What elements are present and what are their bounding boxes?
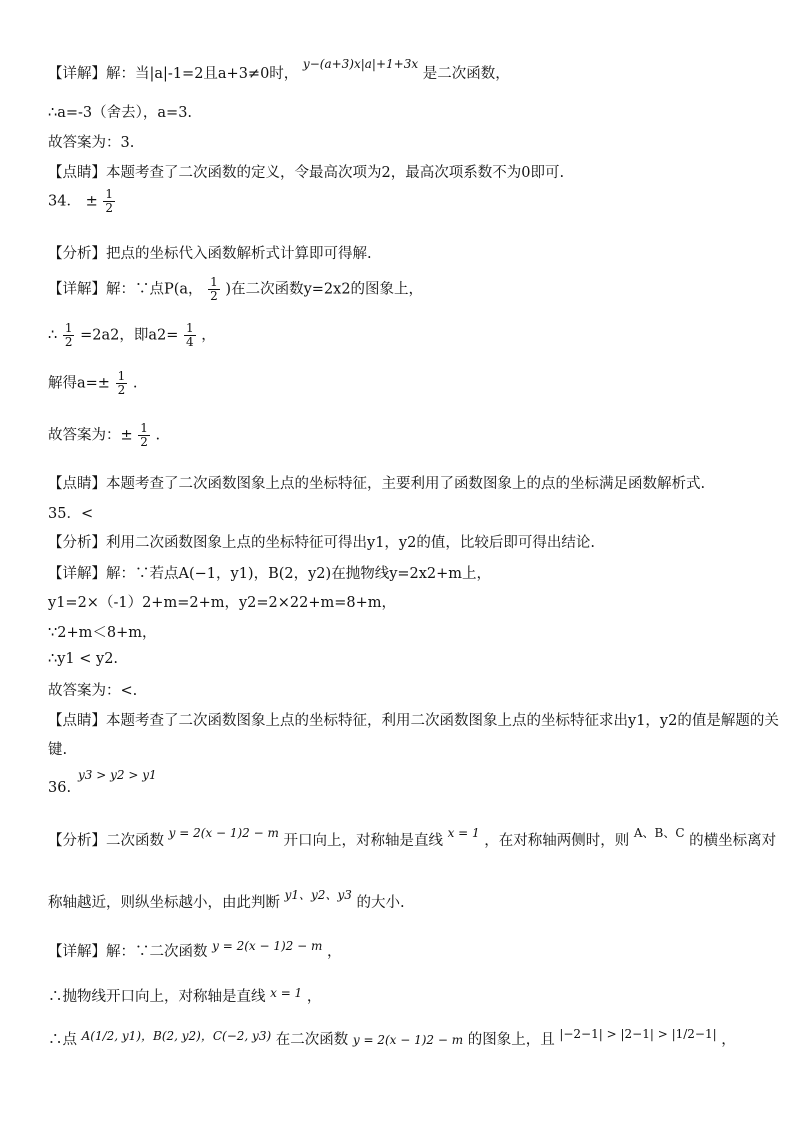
q36-line3-c: 的图象上，且 [467, 1032, 555, 1048]
q33-formula: y−(a+3)x|a|+1+3x [302, 57, 419, 71]
q35-detail: 【详解】解：∵若点A(−1，y1)，B(2，y2)在抛物线y=2x2+m上， [48, 566, 492, 582]
q33-detail-b: 是二次函数， [422, 66, 510, 82]
q36-analysis-line1 [48, 826, 777, 850]
q36-analysis-b: 开口向上，对称轴是直线 [283, 833, 443, 849]
q36-analysis2-c: 的大小. [356, 895, 405, 911]
q34-step-frac2-num: 1 [185, 321, 194, 335]
q36-analysis-points: A、B、C [633, 826, 685, 840]
q33-detail-a: 【详解】解：当|a|-1=2且a+3≠0时， [48, 66, 299, 82]
q36-analysis2-vars: y1、y2、y3 [284, 888, 352, 902]
q33-answer: 故答案为：3. [48, 135, 135, 151]
q35-comment-a: 【点睛】本题考查了二次函数图象上点的坐标特征，利用二次函数图象上点的坐标特征求出y1，y2的值是解题的关 [48, 713, 779, 729]
q34-num: 34． [48, 193, 81, 210]
q35-num: 35．< [48, 506, 94, 522]
q34-step [48, 322, 216, 349]
q36-line3-d: ， [721, 1032, 736, 1048]
q36-analysis-c: ，在对称轴两侧时，则 [484, 833, 630, 849]
q36-line3-inequality: |−2−1| > |2−1| > |1/2−1| [559, 1027, 717, 1041]
q34-header [48, 188, 116, 215]
q36-line3-function: y = 2(x − 1)2 − m [352, 1033, 464, 1047]
q34-step-b: =2a2，即a2= [80, 327, 179, 344]
q34-comment: 【点睛】本题考查了二次函数图象上点的坐标特征，主要利用了函数图象上的点的坐标满足函数解析式. [48, 476, 706, 492]
q34-answer-frac-den: 2 [140, 435, 148, 450]
q36-detail-a: 【详解】解：∵二次函数 [48, 944, 208, 960]
q34-frac-num: 1 [105, 187, 113, 201]
q36-detail-line3 [48, 1028, 736, 1049]
q36-analysis-line2 [48, 888, 405, 912]
q34-step-frac2 [184, 322, 196, 349]
q34-solve-a: 解得a=± [48, 375, 110, 392]
q34-answer-frac-num: 1 [140, 421, 148, 435]
q34-answer [48, 422, 160, 449]
q33-line2: ∴a=-3（舍去），a=3. [48, 105, 193, 121]
q34-detail-frac-num: 1 [210, 275, 218, 289]
q36-line3-points: A(1/2, y1)，B(2, y2)，C(−2, y3) [81, 1029, 272, 1043]
q34-step-frac1-den: 2 [64, 335, 73, 350]
q36-detail-b: ， [326, 944, 342, 960]
q35-result: ∴y1 < y2. [48, 651, 119, 667]
q34-answer-frac [138, 422, 150, 449]
q34-step-c: ， [201, 327, 216, 344]
q36-detail-formula: y = 2(x − 1)2 − m [212, 939, 323, 953]
q35-comment-b: 键. [48, 742, 68, 758]
q34-step-a: ∴ [48, 327, 58, 344]
q34-detail-b: )在二次函数y=2x2的图象上， [225, 281, 424, 298]
q34-analysis: 【分析】把点的坐标代入函数解析式计算即可得解. [48, 246, 372, 262]
q34-detail [48, 276, 423, 303]
q34-solve-frac-den: 2 [117, 383, 126, 398]
q35-analysis: 【分析】利用二次函数图象上点的坐标特征可得出y1，y2的值，比较后即可得出结论. [48, 535, 595, 551]
q36-line3-a: ∴点 [48, 1032, 77, 1048]
q36-analysis-a: 【分析】二次函数 [48, 833, 164, 849]
q34-step-frac1-num: 1 [64, 321, 73, 335]
q36-analysis-formula2: x = 1 [447, 826, 480, 840]
q34-detail-frac [208, 276, 220, 303]
q35-calc: y1=2×（-1）2+m=2+m，y2=2×22+m=8+m， [48, 595, 397, 611]
q34-solve-frac [116, 370, 128, 397]
q34-detail-frac-den: 2 [210, 289, 218, 304]
q34-fraction [103, 188, 115, 215]
q36-line2-a: ∴抛物线开口向上，对称轴是直线 [48, 989, 266, 1005]
q34-detail-a: 【详解】解：∵点P(a， [48, 281, 203, 298]
q34-solve [48, 370, 137, 397]
q34-step-frac1 [63, 322, 75, 349]
q36-analysis-e: 的横坐标离对 [689, 833, 777, 849]
q36-line2-formula: x = 1 [270, 986, 303, 1000]
q36-num: 36. [48, 780, 72, 796]
q34-frac-den: 2 [105, 201, 113, 216]
q34-solve-frac-num: 1 [117, 369, 126, 383]
q33-detail-line [48, 57, 510, 83]
q36-analysis2-a: 称轴越近，则纵坐标越小，由此判断 [48, 895, 280, 911]
q36-line3-b: 在二次函数 [275, 1032, 349, 1048]
q34-solve-end: . [132, 375, 138, 392]
q34-step-frac2-den: 4 [185, 335, 194, 350]
q36-analysis-formula1: y = 2(x − 1)2 − m [168, 826, 279, 840]
q36-detail-line2 [48, 985, 321, 1006]
q33-comment: 【点睛】本题考查了二次函数的定义，令最高次项为2，最高次项系数不为0即可. [48, 165, 565, 181]
q36-line2-b: ， [306, 989, 322, 1005]
q34-pm: ± [85, 193, 98, 210]
q34-answer-a: 故答案为：± [48, 427, 133, 444]
q35-compare: ∵2+m＜8+m， [48, 625, 157, 641]
q36-formula: y3 > y2 > y1 [78, 768, 157, 782]
q34-answer-end: . [155, 427, 161, 444]
q35-answer: 故答案为：<. [48, 683, 138, 699]
q36-detail-line1 [48, 940, 341, 961]
